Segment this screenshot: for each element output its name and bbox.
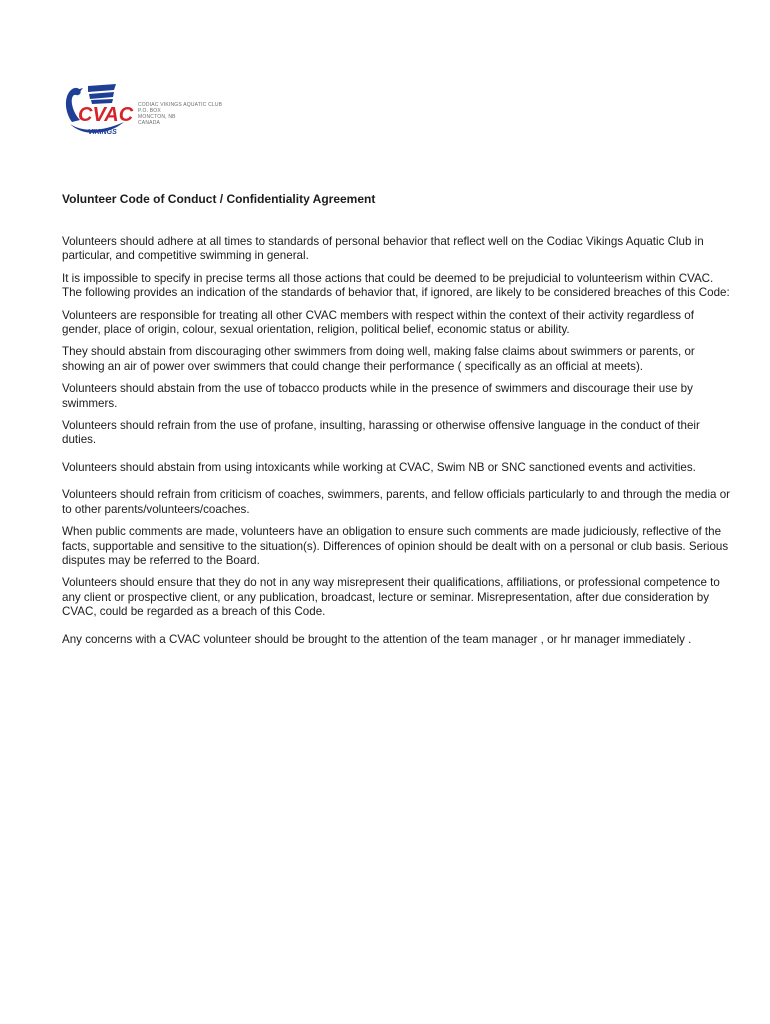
- paragraph-criticism: Volunteers should refrain from criticism of coaches, swimmers, parents, and fellow officials particularly to and through the media or to other parents/volunteers/coaches.: [62, 488, 731, 516]
- paragraph-language: Volunteers should refrain from the use of profane, insulting, harassing or otherwise offensive language in the conduct of their duties.: [62, 419, 700, 447]
- svg-text:VIKINGS: VIKINGS: [88, 129, 117, 136]
- document-body: [62, 192, 732, 655]
- address-line: CANADA: [138, 120, 161, 126]
- paragraph-tobacco: Volunteers should abstain from the use of tobacco products while in the presence of swimmers and discourage their use by swimmers.: [62, 382, 693, 410]
- address-line: MONCTON, NB: [138, 114, 176, 120]
- paragraph-intro: Volunteers should adhere at all times to standards of personal behavior that reflect well on the Codiac Vikings Aquatic Club in particular, and competitive swimming in general.: [62, 235, 704, 263]
- svg-text:CVAC: CVAC: [78, 104, 134, 126]
- letterhead: [58, 78, 258, 148]
- paragraph-public-comments: When public comments are made, volunteers have an obligation to ensure such comments are made judiciously, reflective of the facts, supportable and sensitive to the situation(s). Differences of opinion should be dealt with on a personal or club basis. Serious disputes may be referred to the Board.: [62, 525, 729, 567]
- paragraph-discouraging: They should abstain from discouraging other swimmers from doing well, making false claims about swimmers or parents, or showing an air of power over swimmers that could change their performance ( specifically as an official at meets).: [62, 345, 695, 373]
- address-line: P.O. BOX: [138, 108, 161, 114]
- document-title: Volunteer Code of Conduct / Confidentiality Agreement: [62, 192, 376, 206]
- letterhead-address: [138, 102, 248, 126]
- cvac-vikings-logo: [58, 78, 140, 140]
- address-line: CODIAC VIKINGS AQUATIC CLUB: [138, 102, 223, 108]
- paragraph-concerns: Any concerns with a CVAC volunteer should be brought to the attention of the team manager , or hr manager immediately .: [62, 632, 692, 646]
- paragraph-misrepresentation: Volunteers should ensure that they do not in any way misrepresent their qualifications, affiliations, or professional competence to any client or prospective client, or any publication, broadcast, lecture or seminar. Misrepresentation, after due consideration by CVAC, could be regarded as a breach of this Code.: [62, 576, 720, 619]
- paragraph-standards: It is impossible to specify in precise terms all those actions that could be deemed to be prejudicial to volunteerism within CVAC. The following provides an indication of the standards of behavior that, if ignored, are likely to be considered breaches of this Code:: [62, 271, 730, 300]
- paragraph-respect: Volunteers are responsible for treating all other CVAC members with respect within the context of their activity regardless of gender, place of origin, colour, sexual orientation, religion, political belief, economic status or ability.: [62, 308, 694, 337]
- paragraph-intoxicants: Volunteers should abstain from using intoxicants while working at CVAC, Swim NB or SNC sanctioned events and activities.: [62, 460, 696, 474]
